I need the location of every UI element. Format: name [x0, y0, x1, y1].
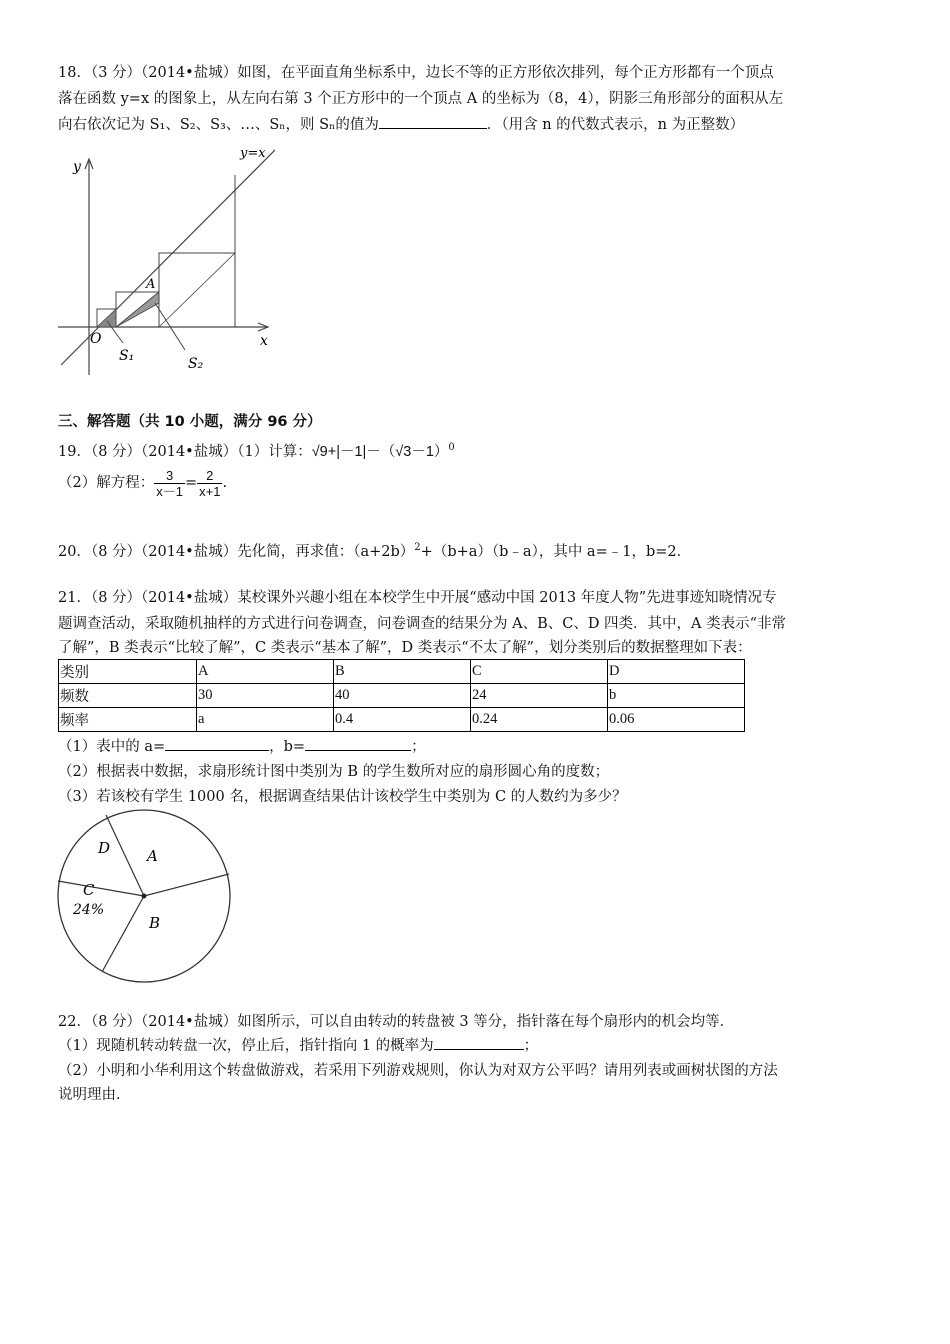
table-cell: B	[334, 660, 471, 684]
q21-sub-1	[58, 734, 898, 760]
pie-divider-b-c	[102, 896, 144, 972]
q19-equals: =	[184, 475, 198, 491]
q21-sub-3: （3）若该校有学生 1000 名，根据调查结果估计该校学生中类别为 C 的人数约为多少？	[58, 789, 627, 805]
table-row	[59, 684, 745, 708]
q20-line	[58, 535, 898, 565]
table-cell: 0.24	[471, 708, 608, 732]
shaded-triangle-s1	[97, 309, 116, 327]
q19-part1-text: 19．（8 分）（2014•盐城）（1）计算：	[58, 443, 312, 460]
triangle-outline-3	[159, 253, 235, 327]
pie-label-b: B	[149, 914, 161, 932]
frac-left-den: x－1	[156, 483, 183, 499]
frac-left-num: 3	[154, 468, 185, 484]
q21-line-1: 21．（8 分）（2014•盐城）某校课外兴趣小组在本校学生中开展“感动中国 2013 年度人物”先进事迹知晓情况专	[58, 590, 777, 606]
q22-sub1-text: （1）现随机转动转盘一次，停止后，指针指向 1 的概率为	[58, 1038, 434, 1054]
q21-blank-b[interactable]	[305, 750, 411, 751]
q21-sub1-a: （1）表中的 a=	[58, 739, 166, 755]
q21-blank-a[interactable]	[165, 750, 269, 751]
y-axis-label: y	[73, 159, 81, 175]
table-cell: a	[197, 708, 334, 732]
table-cell: 频数	[59, 684, 197, 708]
q21-sub1-c: ；	[411, 739, 426, 755]
frac-right-den: x+1	[199, 483, 221, 499]
section-3-title: 三、解答题（共 10 小题，满分 96 分）	[58, 414, 322, 430]
s2-label: S₂	[188, 356, 204, 372]
q22-answer-blank[interactable]	[434, 1049, 524, 1050]
table-cell: 40	[334, 684, 471, 708]
q19-exponent: 0	[448, 442, 455, 453]
table-cell: A	[197, 660, 334, 684]
origin-label: O	[90, 331, 102, 347]
q18-line-3-text: 向右依次记为 S₁、S₂、S₃、…、Sₙ，则 Sₙ的值为	[58, 117, 379, 133]
q18-line-1: 18．（3 分）（2014•盐城）如图，在平面直角坐标系中，边长不等的正方形依次排列，每个正方形都有一个顶点	[58, 65, 774, 81]
table-cell: b	[608, 684, 745, 708]
table-cell: 频率	[59, 708, 197, 732]
q18-answer-blank[interactable]	[379, 128, 487, 129]
q22-sub-2: （2）小明和小华利用这个转盘做游戏，若采用下列游戏规则，你认为对双方公平吗？请用列表或画树状图的方法	[58, 1063, 778, 1079]
pie-divider-d-a	[106, 815, 144, 896]
q19-line-1	[58, 435, 898, 465]
q22-line-1: 22．（8 分）（2014•盐城）如图所示，可以自由转动的转盘被 3 等分，指针落在每个扇形内的机会均等．	[58, 1014, 735, 1030]
q20-text-a: 20．（8 分）（2014•盐城）先化简，再求值：（a+2b）	[58, 543, 415, 560]
pie-label-d: D	[98, 839, 111, 857]
table-cell: 0.06	[608, 708, 745, 732]
pie-divider-c-d	[58, 881, 144, 896]
q22-sub-1	[58, 1033, 898, 1059]
x-axis-label: x	[260, 333, 268, 349]
q22-sub1-end: ；	[523, 1038, 539, 1054]
q21-line-2: 题调查活动，采取随机抽样的方式进行问卷调查，问卷调查的结果分为 A、B、C、D 四类．其中，A 类表示“非常	[58, 616, 787, 632]
q19-expression: √9+|－1|－（√3－1）	[311, 443, 449, 460]
pie-label-c-percent: 24%	[73, 902, 105, 918]
q20-text-b: +（b+a）（b﹣a），其中 a=﹣1，b=2．	[420, 543, 692, 560]
q18-line-2: 落在函数 y=x 的图象上，从左向右第 3 个正方形中的一个顶点 A 的坐标为（8，4），阴影三角形部分的面积从左	[58, 91, 784, 107]
pie-center-dot	[142, 894, 147, 899]
s1-label: S₁	[119, 348, 135, 364]
pie-label-c: C	[83, 881, 95, 899]
q22-sub-2-cont: 说明理由．	[58, 1087, 131, 1103]
q18-line-3-tail: ．（用含 n 的代数式表示，n 为正整数）	[486, 117, 745, 133]
table-row	[59, 660, 745, 684]
table-cell: 30	[197, 684, 334, 708]
q19-line-2	[58, 466, 898, 500]
pie-divider-a-b	[144, 874, 229, 896]
q18-line-3	[58, 112, 898, 138]
q21-line-3: 了解”，B 类表示“比较了解”，C 类表示“基本了解”，D 类表示“不太了解”，划分类别后的数据整理如下表：	[58, 640, 752, 656]
q21-pie-chart	[55, 808, 240, 988]
q19-end: .	[222, 475, 228, 491]
table-cell: 类别	[59, 660, 197, 684]
frac-right-num: 2	[197, 468, 222, 484]
q21-sub1-b: ，b=	[269, 739, 306, 755]
q18-figure	[55, 143, 275, 378]
table-cell: D	[608, 660, 745, 684]
q21-frequency-table	[58, 659, 745, 732]
q19-part2-text: （2）解方程：	[58, 475, 155, 491]
table-cell: 0.4	[334, 708, 471, 732]
table-cell: 24	[471, 684, 608, 708]
table-cell: C	[471, 660, 608, 684]
q19-fraction-right	[197, 468, 222, 499]
point-a-label: A	[146, 277, 156, 292]
line-label: y=x	[240, 146, 266, 161]
q19-fraction-left	[154, 468, 185, 499]
q20-sup: 2	[414, 542, 421, 553]
pie-label-a: A	[147, 847, 158, 865]
triangle-outline-2	[116, 292, 159, 327]
q21-sub-2: （2）根据表中数据，求扇形统计图中类别为 B 的学生数所对应的扇形圆心角的度数；	[58, 764, 610, 780]
table-row	[59, 708, 745, 732]
